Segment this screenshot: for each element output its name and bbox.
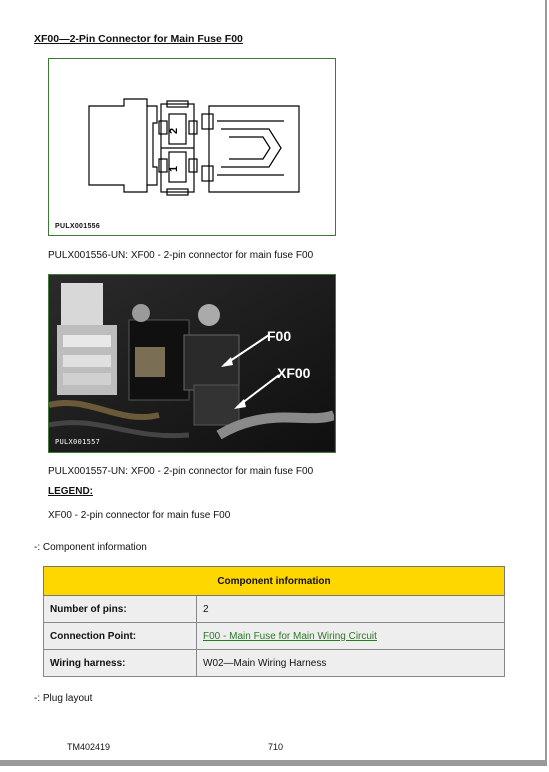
connector-photo-figure [48, 274, 336, 453]
footer-doc-id: TM402419 [67, 742, 111, 752]
figure2-caption: PULX001557-UN: XF00 - 2-pin connector for main fuse F00 [48, 466, 314, 477]
connector-photo [49, 275, 334, 451]
row-value-link-cell [197, 623, 505, 650]
plug-layout-heading: -: Plug layout [34, 693, 93, 704]
connection-point-link[interactable]: F00 - Main Fuse for Main Wiring Circuit [203, 630, 377, 642]
table-row [44, 650, 505, 677]
footer-page-number: 710 [268, 742, 284, 752]
table-header: Component information [44, 567, 505, 596]
legend-item: XF00 - 2-pin connector for main fuse F00 [48, 510, 231, 521]
photo-label-xf00: XF00 [277, 365, 311, 381]
section-title: XF00—2-Pin Connector for Main Fuse F00 [34, 33, 243, 45]
figure-code: PULX001556 [55, 223, 101, 230]
table-row [44, 596, 505, 623]
figure1-caption: PULX001556-UN: XF00 - 2-pin connector for main fuse F00 [48, 250, 314, 261]
row-key: Connection Point: [44, 623, 197, 650]
legend-title: LEGEND: [48, 486, 93, 497]
table-row [44, 623, 505, 650]
pin-label-2: 2 [168, 127, 180, 134]
photo-label-f00: F00 [267, 328, 292, 344]
connector-drawing-figure [48, 58, 336, 236]
connector-line-drawing [49, 59, 334, 234]
row-key: Number of pins: [44, 596, 197, 623]
row-value: W02—Main Wiring Harness [197, 650, 505, 677]
row-key: Wiring harness: [44, 650, 197, 677]
pin-label-1: 1 [168, 165, 180, 172]
component-info-heading: -: Component information [34, 542, 147, 553]
component-info-table [43, 566, 505, 677]
figure-code: PULX001557 [55, 438, 101, 446]
row-value: 2 [197, 596, 505, 623]
